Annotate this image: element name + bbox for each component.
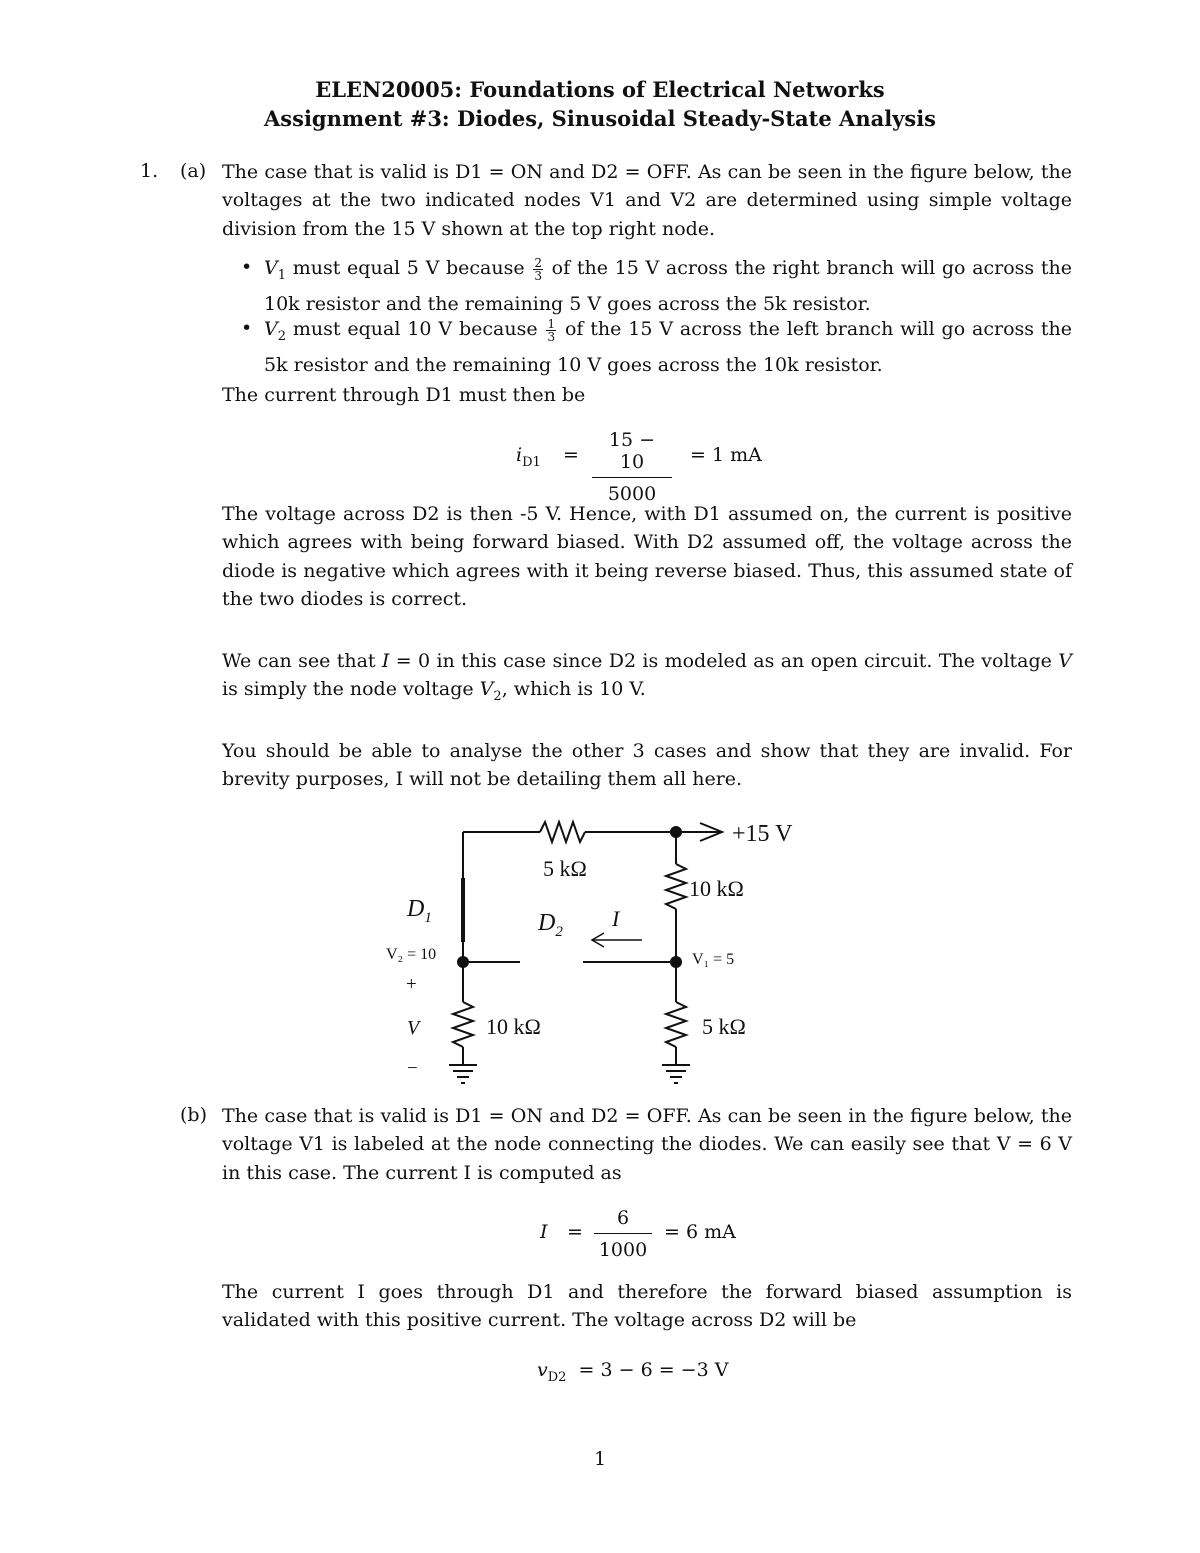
d2-label: $D_2$ [538, 910, 563, 940]
current-label: I [612, 906, 620, 931]
r-left-bottom-label: 10 kΩ [486, 1014, 541, 1039]
node-v2 [457, 956, 469, 968]
question-number: 1. [140, 160, 159, 182]
node-v1 [670, 956, 682, 968]
part-a-label: (a) [180, 160, 207, 182]
v1-node-label: V₁ = 5 [692, 951, 735, 968]
fraction-two-thirds: $\frac{2}{3}$ [534, 255, 542, 283]
para-other-cases: You should be able to analyse the other 3 cases and show that they are invalid. For brevity purposes, I will not be detailing them all here. [222, 740, 1072, 791]
resistor-top [540, 822, 585, 842]
assignment-title: Assignment #3: Diodes, Sinusoidal Steady-State Analysis [264, 106, 936, 131]
resistor-right-bottom [666, 1002, 686, 1047]
bullet-v2: $V_2$ must equal 10 V because $\frac{1}{3}$ of the 15 V across the left branch will go across the 5k resistor and the remaining 10 V goes across the 10k resistor. [264, 316, 1072, 377]
bullet-v1: $V_1$ must equal 5 V because $\frac{2}{3}$ of the 15 V across the right branch will go across the 10k resistor and the remaining 5 V goes across the 5k resistor. [264, 255, 1072, 316]
circuit-diagram [370, 812, 820, 1097]
eq3: $v_{D2} = 3 - 6 = -3$ V [537, 1359, 729, 1385]
v2-node-label: V₂ = 10 [386, 946, 437, 963]
r-top-label: 5 kΩ [543, 856, 587, 881]
eq1-result: = 1 mA [690, 444, 762, 466]
page-number: 1 [593, 1448, 607, 1470]
course-title: ELEN20005: Foundations of Electrical Networks [315, 77, 885, 102]
para-part-b-current: The current I goes through D1 and therefore the forward biased assumption is validated with this positive current. The voltage across D2 will be [222, 1281, 1072, 1332]
part-b-intro: The case that is valid is D1 = ON and D2 = OFF. As can be seen in the figure below, the voltage V1 is labeled at the node connecting the diodes. We can easily see that V = 6 V in this case. The current I is computed as [222, 1105, 1072, 1184]
node-top-right [670, 826, 682, 838]
para-d2-voltage: The voltage across D2 is then -5 V. Hence, with D1 assumed on, the current is positive which agrees with being forward biased. With D2 assumed off, the voltage across the diode is negative which agrees with it being reverse biased. Thus, this assumed state of the two diodes is correct. [222, 503, 1072, 610]
resistor-right-top [666, 864, 686, 909]
fraction-one-third: $\frac{1}{3}$ [547, 316, 556, 344]
bullet-marker: • [241, 256, 253, 278]
bullet-marker: • [241, 317, 253, 339]
para-current-zero: We can see that I = 0 in this case since D2 is modeled as an open circuit. The voltage V is simply the node voltage $V_2$, which is 10 V. [222, 650, 1072, 705]
part-a-intro: The case that is valid is D1 = ON and D2 = OFF. As can be seen in the figure below, the voltages at the two indicated nodes V1 and V2 are determined using simple voltage division from the 15 V shown at the top right node. [222, 161, 1072, 240]
minus-sign: − [407, 1058, 418, 1079]
r-right-top-label: 10 kΩ [689, 876, 744, 901]
eq1-fraction: 15 − 10 5000 [592, 429, 672, 505]
d1-label: $D_1$ [407, 896, 432, 926]
eq1-lhs: $i_{D1}$ [516, 444, 541, 470]
plus-sign: + [406, 974, 417, 995]
eq2-fraction: 6 1000 [594, 1207, 652, 1261]
eq2-result: = 6 mA [664, 1221, 736, 1243]
current-intro: The current through D1 must then be [222, 384, 586, 406]
eq1-equals: = [563, 444, 579, 466]
supply-label: +15 V [732, 821, 793, 847]
v-label: V [407, 1017, 420, 1039]
resistor-left-bottom [453, 1002, 473, 1047]
part-b-label: (b) [180, 1104, 207, 1126]
eq2-equals: = [567, 1221, 583, 1243]
eq2-lhs: I [540, 1221, 548, 1243]
r-right-bottom-label: 5 kΩ [702, 1014, 746, 1039]
